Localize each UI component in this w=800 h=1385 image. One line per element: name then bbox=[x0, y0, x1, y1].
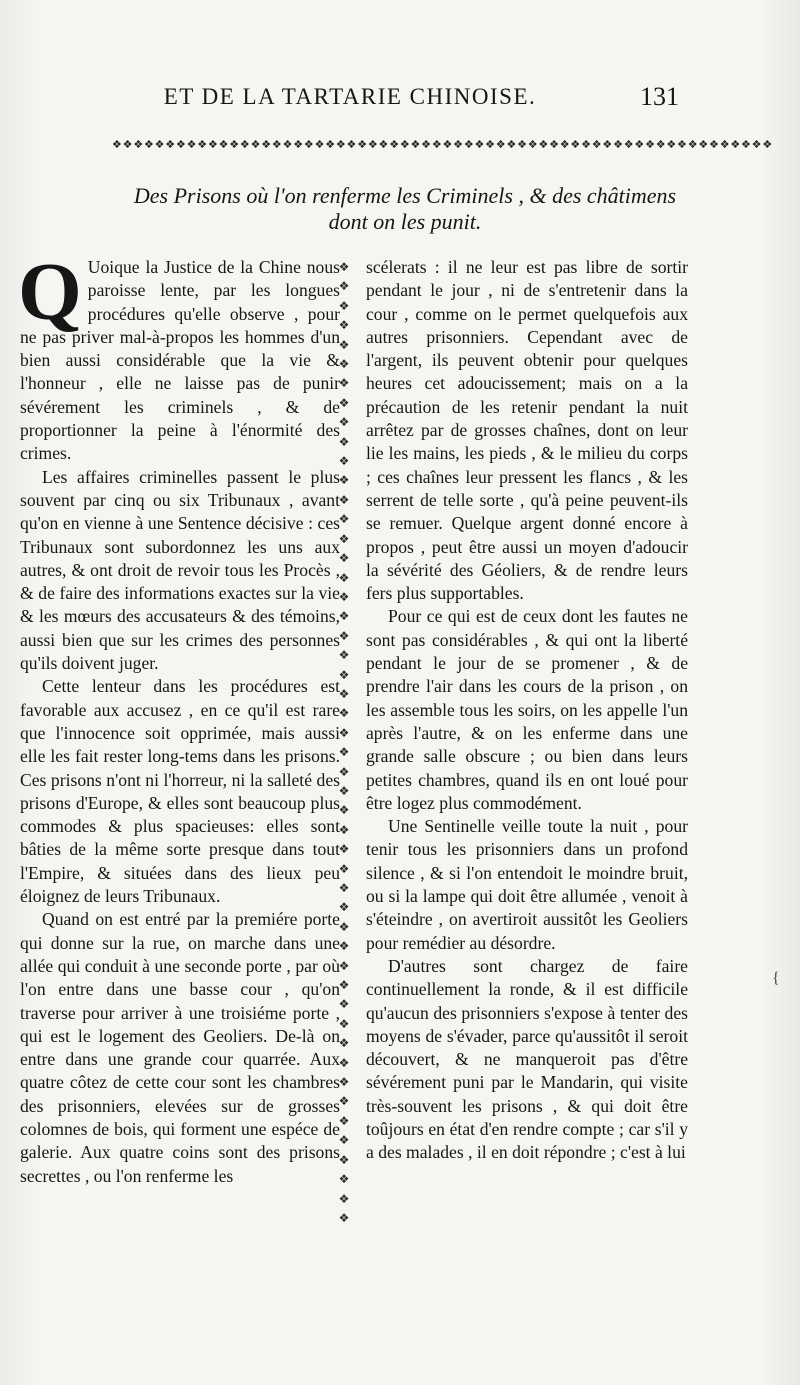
right-column bbox=[366, 256, 688, 1165]
paragraph-text: Uoique la Justice de la Chine nous paroisse lente, par les longues procédures qu'elle observe , pour ne pas priver mal-à-propos les hommes d'un bien aussi considérable que la vie & l'honneur , elle ne laisse pas de punir sévérement les criminels , & de proportionner la peine à l'énormité des crimes. bbox=[20, 257, 340, 464]
drop-cap: Q bbox=[18, 246, 82, 337]
section-title-line-1: Des Prisons où l'on renferme les Criminels , & des châtimens bbox=[133, 183, 677, 208]
paragraph: scélerats : il ne leur est pas libre de sortir pendant le jour , ni de s'entretenir dans la cour , comme on le permet quelquefois aux autres prisonniers. Cependant avec de l'argent, ils peuvent obtenir pour quelques heures cet adoucissement; mais on a la précaution de les retenir pendant la nuit arrêtez par de grosses chaînes, dont on leur lie les mains, les pieds , & le milieu du corps ; ces chaînes leur pressent les flancs , & les serrent de telle sorte , qu'à peine peuvent-ils se remuer. Quelque argent donné encore à propos , peut être aussi un moyen d'adoucir la sévérité des Géoliers, & de rendre leurs fers plus supportables. bbox=[366, 257, 688, 604]
paragraph: Une Sentinelle veille toute la nuit , pour tenir tous les prisonniers dans un profond silence , & si l'on entendoit le moindre bruit, ou si la lampe qui doit être allumée , venoit à s'éteindre , on avertiroit aussitôt les Geoliers pour remédier au désordre. bbox=[366, 816, 688, 953]
page-number: 131 bbox=[640, 82, 679, 111]
paragraph: Quand on est entré par la premiére porte qui donne sur la rue, on marche dans une allée qui conduit à une seconde porte , par où l'on entre dans une basse cour , qu'on traverse pour arriver à une troisiéme porte , qui est le logement des Geoliers. De-là on entre dans une grande cour quarrée. Aux quatre côtez de cette cour sont les chambres des prisonniers, elevées sur de grosses colomnes de bois, qui forment une espéce de galerie. Aux quatre coins sont des prisons secrettes , ou l'on renferme les bbox=[20, 909, 340, 1186]
section-title-line-2: dont on les punit. bbox=[328, 209, 482, 234]
ornament-rule: ❖❖❖❖❖❖❖❖❖❖❖❖❖❖❖❖❖❖❖❖❖❖❖❖❖❖❖❖❖❖❖❖❖❖❖❖❖❖❖❖❖❖❖❖❖❖❖❖❖❖❖❖❖❖❖❖❖❖❖❖❖❖ bbox=[112, 138, 774, 151]
paragraph bbox=[18, 246, 340, 466]
section-title bbox=[110, 183, 700, 235]
paragraph: Les affaires criminelles passent le plus souvent par cinq ou six Tribunaux , avant qu'on en vienne à une Sentence décisive : ces Tribunaux sont subordonnez les uns aux autres, & ont droit de revoir tous les Procès , & de faire des informations exactes sur la vie & les mœurs des accusateurs & des témoins, aussi bien que sur les crimes des personnes qu'ils doivent juger. bbox=[20, 466, 340, 674]
column-divider-ornament: ❖ ❖ ❖ ❖ ❖ ❖ ❖ ❖ ❖ ❖ ❖ ❖ ❖ ❖ ❖ ❖ ❖ ❖ ❖ ❖ ❖ ❖ ❖ ❖ ❖ ❖ ❖ ❖ ❖ ❖ ❖ ❖ ❖ ❖ ❖ ❖ ❖ ❖ ❖ ❖ ❖ ❖ ❖ ❖ ❖ ❖ ❖ ❖ ❖ ❖ bbox=[338, 260, 350, 1225]
paragraph: Cette lenteur dans les procédures est favorable aux accusez , en ce qu'il est rare que l'innocence soit opprimée, mais aussi elle les fait rester long-tems dans les prisons. Ces prisons n'ont ni l'horreur, ni la salleté des prisons d'Europe, & elles sont beaucoup plus commodes & plus spacieuses: elles sont bâties de la même sorte presque dans tout l'Empire, & situées dans des lieux peu éloignez de leurs Tribunaux. bbox=[20, 676, 340, 907]
margin-mark: { bbox=[772, 970, 780, 987]
left-column bbox=[18, 246, 340, 1188]
paragraph: Pour ce qui est de ceux dont les fautes ne sont pas considérables , & qui ont la liberté pendant le jour de se promener , & de prendre l'air dans les cours de la prison , on les assemble tous les soirs, on les appelle l'un après l'autre, & on les enferme dans une grande salle obscure ; ou bien dans leurs petites chambres, quand ils en ont loué pour être logez plus commodément. bbox=[366, 606, 688, 813]
running-title: ET DE LA TARTARIE CHINOISE. bbox=[163, 84, 537, 109]
paragraph: D'autres sont chargez de faire continuellement la ronde, & il est difficile qu'aucun des prisonniers s'expose à tenter des moyens de s'évader, parce qu'aussitôt il seroit découvert, & ne manqueroit pas d'être sévérement puni par le Mandarin, qui visite très-souvent les prisons , & qui doit être toûjours en état d'en rendre compte ; car s'il y a des malades , il en doit répondre ; c'est à lui bbox=[366, 955, 688, 1163]
